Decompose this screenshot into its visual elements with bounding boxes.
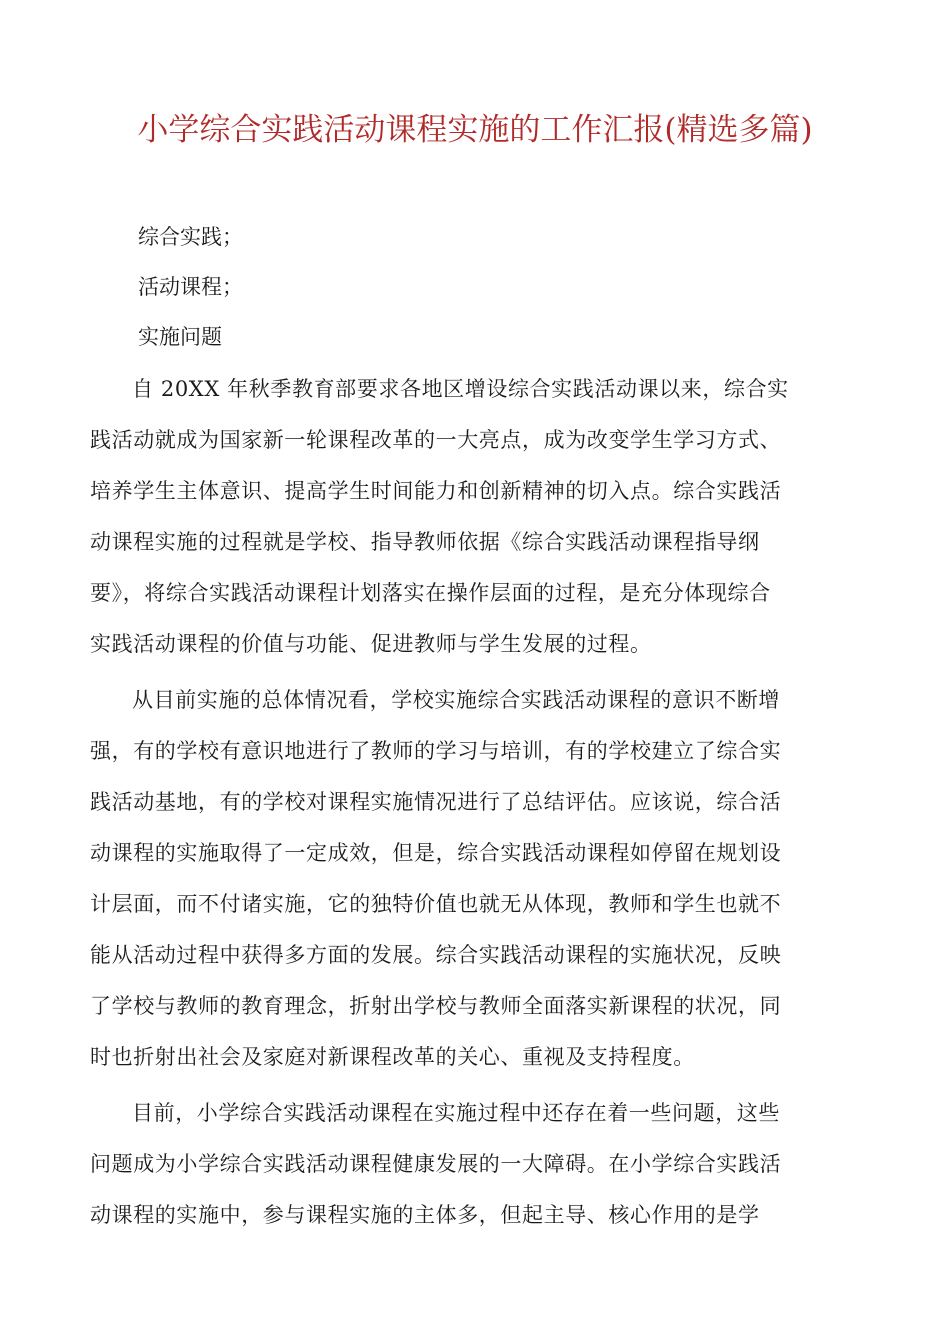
text-line: 实践活动课程的价值与功能、促进教师与学生发展的过程。 xyxy=(90,632,652,656)
text-line: 自 20XX 年秋季教育部要求各地区增设综合实践活动课以来，综合实 xyxy=(132,377,789,401)
text-line: 了学校与教师的教育理念，折射出学校与教师全面落实新课程的状况，同 xyxy=(90,994,782,1018)
document-title: 小学综合实践活动课程实施的工作汇报(精选多篇) xyxy=(137,112,813,148)
paragraph xyxy=(90,675,860,1083)
text-line: 计层面，而不付诸实施，它的独特价值也就无从体现，教师和学生也就不 xyxy=(90,892,782,916)
text-line: 动课程实施的过程就是学校、指导教师依据《综合实践活动课程指导纲 xyxy=(90,530,760,554)
paragraph xyxy=(90,1088,860,1241)
paragraph xyxy=(90,364,860,670)
text-line: 要》，将综合实践活动课程计划落实在操作层面的过程，是充分体现综合 xyxy=(90,581,771,605)
text-line: 动课程的实施取得了一定成效，但是，综合实践活动课程如停留在规划设 xyxy=(90,841,782,865)
keyword-item: 活动课程； xyxy=(138,275,243,299)
text-line: 践活动基地，有的学校对课程实施情况进行了总结评估。应该说，综合活 xyxy=(90,790,782,814)
text-line: 从目前实施的总体情况看，学校实施综合实践活动课程的意识不断增 xyxy=(132,688,780,712)
keyword-item: 综合实践； xyxy=(138,225,243,249)
text-line: 动课程的实施中，参与课程实施的主体多，但起主导、核心作用的是学 xyxy=(90,1203,760,1227)
text-line: 问题成为小学综合实践活动课程健康发展的一大障碍。在小学综合实践活 xyxy=(90,1152,782,1176)
keyword-list xyxy=(138,212,838,362)
keyword-item: 实施问题 xyxy=(138,325,222,349)
text-line: 培养学生主体意识、提高学生时间能力和创新精神的切入点。综合实践活 xyxy=(90,479,782,503)
text-line: 践活动就成为国家新一轮课程改革的一大亮点，成为改变学生学习方式、 xyxy=(90,428,782,452)
text-line: 时也折射出社会及家庭对新课程改革的关心、重视及支持程度。 xyxy=(90,1045,695,1069)
body-text xyxy=(90,364,860,1246)
text-line: 强，有的学校有意识地进行了教师的学习与培训，有的学校建立了综合实 xyxy=(90,739,782,763)
text-line: 能从活动过程中获得多方面的发展。综合实践活动课程的实施状况，反映 xyxy=(90,943,782,967)
text-line: 目前，小学综合实践活动课程在实施过程中还存在着一些问题，这些 xyxy=(132,1101,780,1125)
